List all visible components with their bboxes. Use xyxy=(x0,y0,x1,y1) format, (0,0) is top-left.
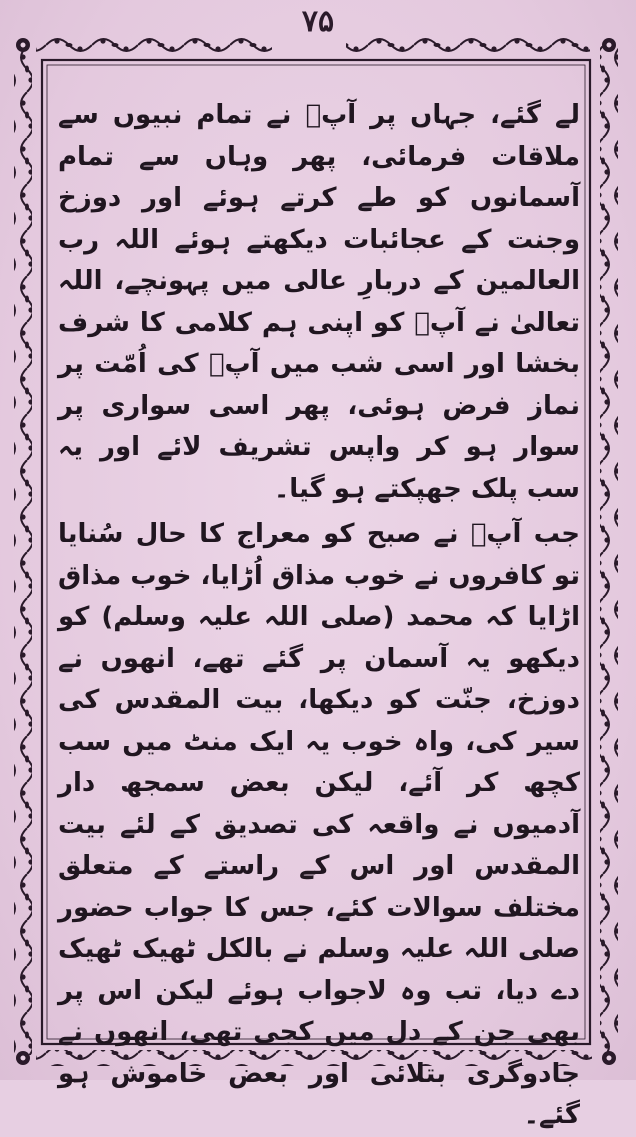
paragraph: جب آپؐ نے صبح کو معراج کا حال سُنایا تو کافروں نے خوب مذاق اُڑایا، خوب مذاق اڑایا کہ محمد (صلی اللہ علیہ وسلم) کو دیکھو یہ آسمان پر گئے تھے، انھوں نے دوزخ، جنّت کو دیکھا، بیت المقدس کی سیر کی، واہ خوب یہ ایک منٹ میں سب کچھ کر آئے، لیکن بعض سمجھ دار آدمیوں نے واقعہ کی تصدیق کے لئے بیت المقدس اور اس کے راستے کے متعلق مختلف سوالات کئے، جس کا جواب حضور صلی اللہ علیہ وسلم نے بالکل ٹھیک ٹھیک دے دیا، تب وہ لاجواب ہوئے لیکن اس پر بھی جن کے دل میں کجی تھی، انھوں نے جادوگری بتلائی اور بعض خاموش ہو گئے۔ xyxy=(58,519,580,1130)
body-text xyxy=(58,95,580,1130)
page-number: ۷۵ xyxy=(301,4,335,39)
paragraph: لے گئے، جہاں پر آپؐ نے تمام نبیوں سے ملاقات فرمائی، پھر وہاں سے تمام آسمانوں کو طے کرتے ہوئے اور دوزخ وجنت کے عجائبات دیکھتے ہوئے اللہ رب العالمین کے دربارِ عالی میں پہونچے، اللہ تعالیٰ نے آپؐ کو اپنی ہم کلامی کا شرف بخشا اور اسی شب میں آپؐ کی اُمّت پر نماز فرض ہوئی، پھر اسی سواری پر سوار ہو کر واپس تشریف لائے اور یہ سب پلک جھپکتے ہو گیا۔ xyxy=(58,100,580,504)
